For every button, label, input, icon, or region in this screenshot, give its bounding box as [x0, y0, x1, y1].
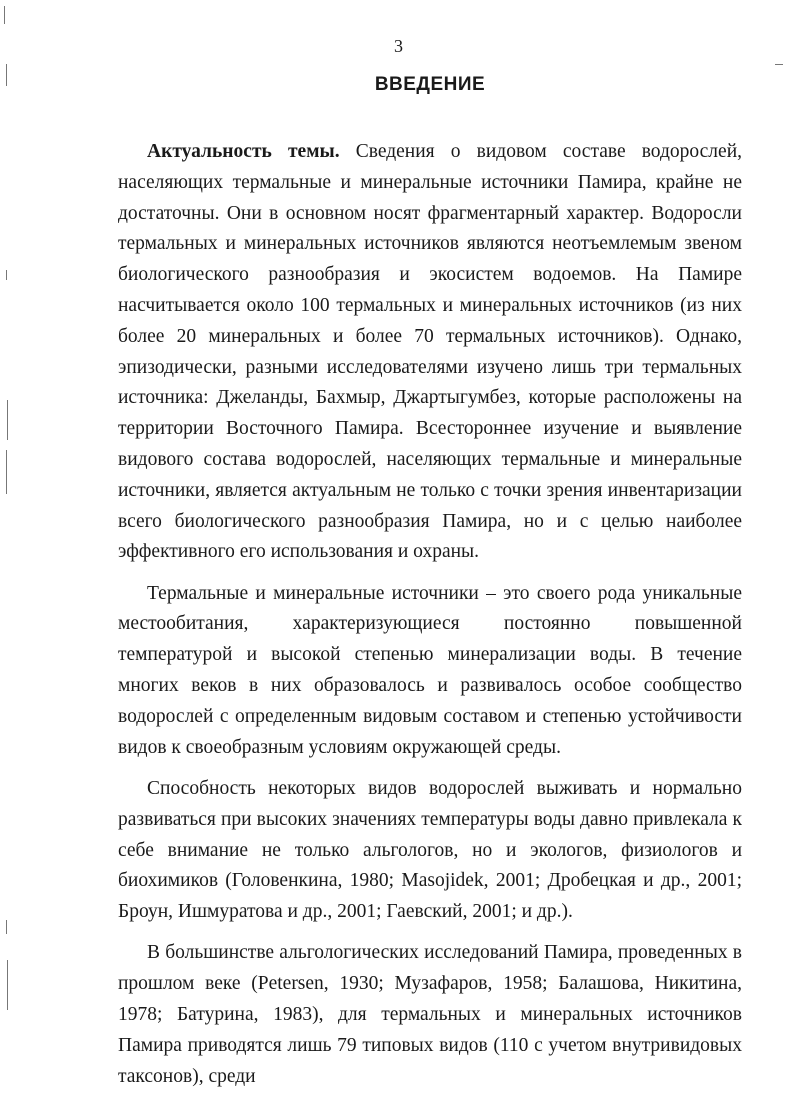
paragraph-text: Сведения о видовом составе водорослей, населяющих термальные и минеральные источники Памира, крайне не достаточны. Они в основном носят фрагментарный характер. Водоросли термальных и минеральных источников являются неотъемлемым звеном биологического разнообразия и экосистем водоемов. На Памире насчитывается около 100 термальных и минеральных источников (из них более 20 минеральных и более 70 термальных источников). Однако, эпизодически, разными исследователями изучено лишь три термальных источника: Джеланды, Бахмыр, Джартыгумбез, которые расположены на территории Восточного Памира. Всестороннее изучение и выявление видового состава водорослей, населяющих термальные и минеральные источники, является актуальным не только с точки зрения инвентаризации всего биологического разнообразия Памира, но и с целью наиболее эффективного его использования и охраны.: [118, 141, 743, 563]
paragraph-adaptation: [118, 774, 742, 928]
page-number: 3: [394, 36, 403, 56]
paragraph-lead: Актуальность темы.: [147, 141, 340, 162]
scan-artifact: [775, 64, 783, 65]
paragraph-text: Термальные и минеральные источники – это своего рода уникальные местообитания, характеризующиеся постоянно повышенной температурой и высокой степенью минерализации воды. В течение многих веков в них образовалось и развивалось особое сообщество водорослей с определенным видовым составом и степенью устойчивости видов к своеобразным условиям окружающей среды.: [118, 582, 742, 758]
scan-artifact: [6, 270, 7, 280]
scan-artifact: [6, 920, 7, 934]
paragraph-research: [118, 938, 742, 1092]
paragraph-habitats: [118, 579, 742, 764]
scan-artifact: [4, 6, 5, 24]
paragraph-relevance: [118, 137, 742, 568]
section-heading: ВВЕДЕНИЕ: [374, 74, 486, 95]
scan-artifact: [7, 960, 8, 1010]
scan-artifact: [7, 400, 8, 440]
scan-artifact: [6, 450, 7, 494]
scan-artifact: [6, 64, 7, 86]
body-text: [118, 137, 742, 1092]
paragraph-text: Способность некоторых видов водорослей выживать и нормально развиваться при высоких значениях температуры воды давно привлекала к себе внимание не только альгологов, но и экологов, физиологов и биохимиков (Головенкина, 1980; Masojidek, 2001; Дробецкая и др., 2001; Броун, Ишмуратова и др., 2001; Гаевский, 2001; и др.).: [118, 777, 742, 923]
paragraph-text: В большинстве альгологических исследований Памира, проведенных в прошлом веке (Petersen, 1930; Музафаров, 1958; Балашова, Никитина, 1978; Батурина, 1983), для термальных и минеральных источников Памира приводятся лишь 79 типовых видов (110 с учетом внутривидовых таксонов), среди: [118, 942, 742, 1087]
